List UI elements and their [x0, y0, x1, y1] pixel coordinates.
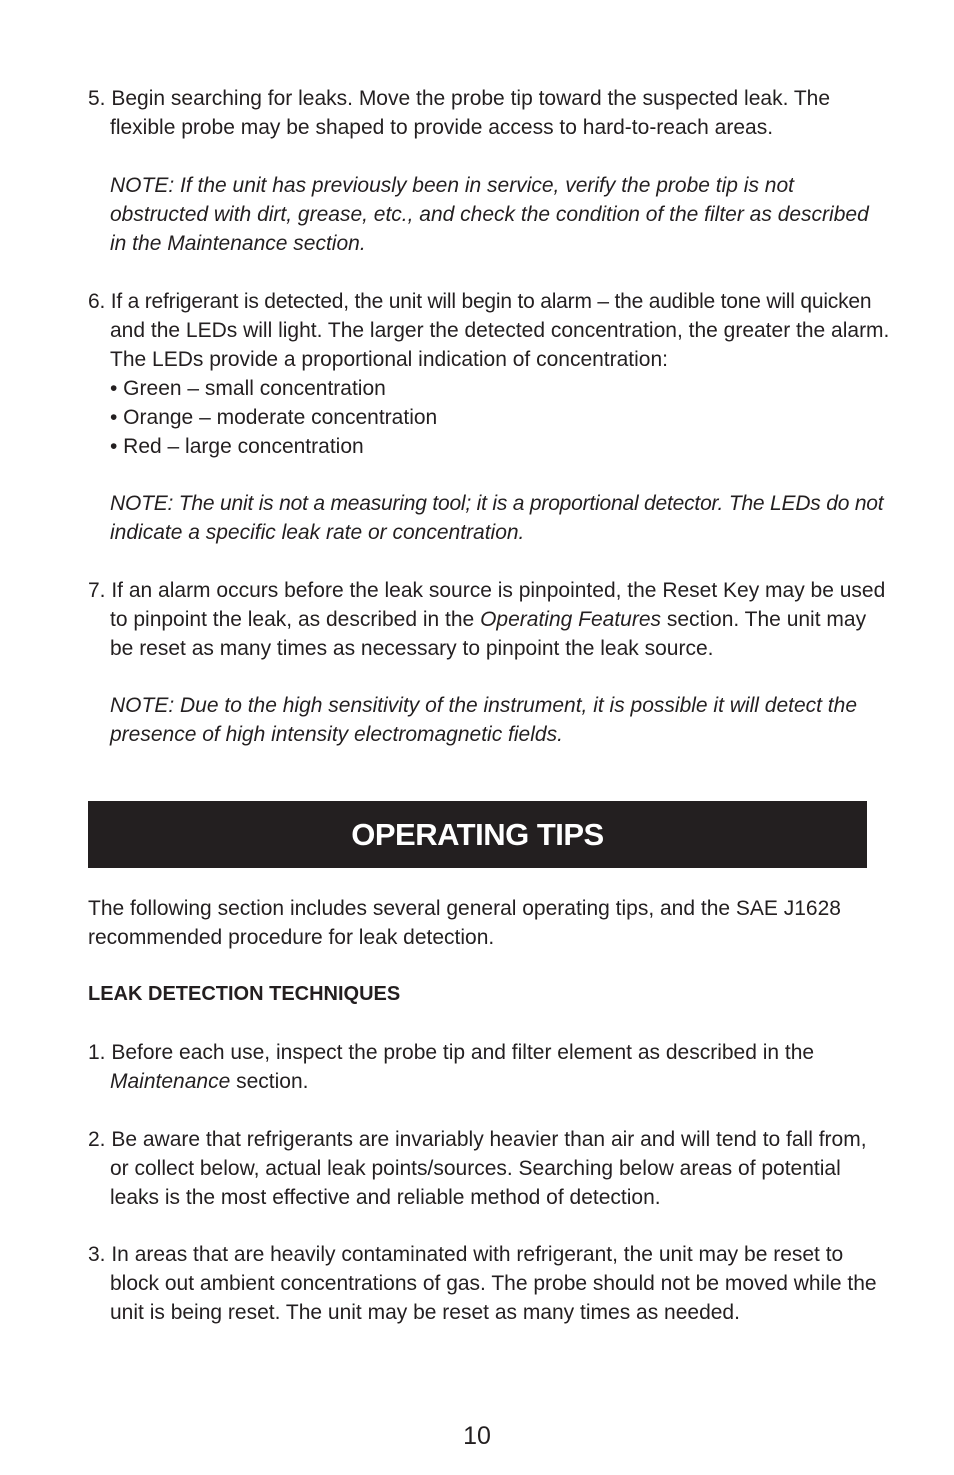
maintenance-ref: Maintenance: [110, 1070, 231, 1093]
technique-1: [88, 1038, 814, 1096]
led-bullet-red: • Red – large concentration: [110, 435, 364, 458]
step-6-note-line-2: indicate a specific leak rate or concentration.: [110, 521, 525, 544]
step-7-line-3: be reset as many times as necessary to pinpoint the leak source.: [110, 637, 714, 660]
technique-1-line-2: [88, 1067, 814, 1096]
technique-1-line-2-post: section.: [230, 1070, 309, 1093]
led-bullet-orange: • Orange – moderate concentration: [110, 406, 438, 429]
section-title: OPERATING TIPS: [351, 816, 604, 852]
technique-3-line-2: block out ambient concentrations of gas. The probe should not be moved while the: [110, 1272, 877, 1295]
technique-1-line-1: 1. Before each use, inspect the probe tip and filter element as described in the: [88, 1041, 815, 1064]
step-7-note: [110, 691, 857, 749]
technique-2-line-1: 2. Be aware that refrigerants are invariably heavier than air and will tend to fall from,: [88, 1128, 867, 1151]
section-intro-line-1: The following section includes several general operating tips, and the SAE J1628: [88, 897, 841, 920]
step-6-line-1: 6. If a refrigerant is detected, the unit will begin to alarm – the audible tone will quicken: [88, 290, 872, 313]
step-7-line-1: 7. If an alarm occurs before the leak source is pinpointed, the Reset Key may be used: [88, 579, 886, 602]
subheading-leak-detection: LEAK DETECTION TECHNIQUES: [88, 983, 401, 1005]
section-intro: [88, 894, 841, 952]
technique-3-line-1: 3. In areas that are heavily contaminated with refrigerant, the unit may be reset to: [88, 1243, 844, 1266]
led-bullet-green: • Green – small concentration: [110, 377, 386, 400]
section-banner: [88, 801, 867, 868]
step-7-line-2: [88, 605, 885, 634]
step-7-note-line-2: presence of high intensity electromagnetic fields.: [110, 723, 563, 746]
technique-2-line-2: or collect below, actual leak points/sources. Searching below areas of potential: [110, 1157, 841, 1180]
technique-2: [88, 1125, 867, 1212]
step-7-line-2-post: section. The unit may: [661, 608, 867, 631]
step-5-line-1: 5. Begin searching for leaks. Move the probe tip toward the suspected leak. The: [88, 87, 831, 110]
step-5: [88, 84, 830, 142]
step-5-note-line-3: in the Maintenance section.: [110, 232, 366, 255]
section-intro-line-2: recommended procedure for leak detection.: [88, 926, 495, 949]
technique-3-line-3: unit is being reset. The unit may be reset as many times as needed.: [110, 1301, 740, 1324]
step-6-line-3: The LEDs provide a proportional indication of concentration:: [110, 348, 668, 371]
step-7-line-2-pre: to pinpoint the leak, as described in the: [110, 608, 481, 631]
technique-3: [88, 1240, 877, 1327]
step-5-note-line-2: obstructed with dirt, grease, etc., and check the condition of the filter as described: [110, 203, 869, 226]
operating-features-ref: Operating Features: [480, 608, 662, 631]
step-6-note: [110, 489, 883, 547]
technique-2-line-3: leaks is the most effective and reliable method of detection.: [110, 1186, 661, 1209]
page-number: 10: [463, 1422, 491, 1450]
step-5-line-2: flexible probe may be shaped to provide access to hard-to-reach areas.: [110, 116, 774, 139]
step-7-note-line-1: NOTE: Due to the high sensitivity of the instrument, it is possible it will detect the: [110, 694, 857, 717]
step-7: [88, 576, 885, 663]
step-5-note-line-1: NOTE: If the unit has previously been in service, verify the probe tip is not: [110, 174, 794, 197]
step-6: [88, 287, 889, 461]
step-5-note: [110, 171, 869, 258]
step-6-note-line-1: NOTE: The unit is not a measuring tool; it is a proportional detector. The LEDs do not: [110, 492, 884, 515]
step-6-line-2: and the LEDs will light. The larger the detected concentration, the greater the alarm.: [110, 319, 890, 342]
